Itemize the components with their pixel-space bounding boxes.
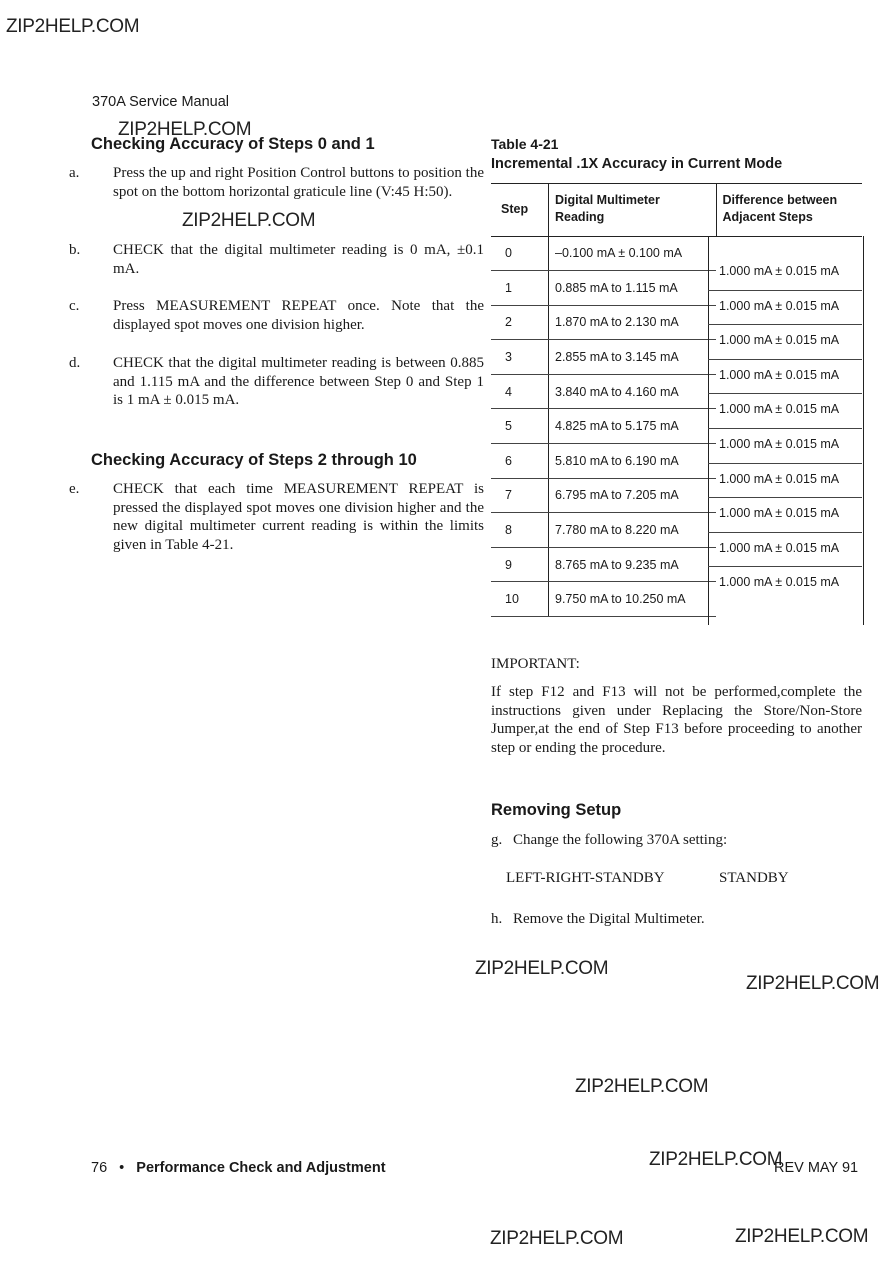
step-c	[69, 297, 484, 334]
watermark: ZIP2HELP.COM	[475, 958, 609, 979]
difference-divider	[708, 324, 862, 325]
header-diff-line1: Difference between	[722, 193, 838, 208]
step-label: a.	[69, 165, 80, 181]
important-text: If step F12 and F13 will not be performed,complete the instructions given under Replacing the Store/Non-Store Jumper,at the end of Step F13 before proceeding to another step or ending the procedure.	[491, 684, 862, 756]
difference-cell: 1.000 mA ± 0.015 mA	[719, 264, 840, 278]
step-d	[69, 354, 484, 410]
step-g	[491, 831, 862, 850]
step-cell: 1	[491, 271, 549, 306]
table-number: Table 4-21	[491, 136, 559, 152]
header-step: Step	[491, 183, 549, 236]
difference-cell: 1.000 mA ± 0.015 mA	[719, 298, 840, 313]
difference-divider	[708, 463, 862, 464]
step-label: g.	[491, 832, 503, 848]
difference-cell: 1.000 mA ± 0.015 mA	[719, 437, 840, 451]
header-diff-line2: Adjacent Steps	[722, 210, 813, 225]
footer-revision: REV MAY 91	[774, 1160, 859, 1176]
watermark: ZIP2HELP.COM	[6, 16, 140, 37]
header-difference	[716, 183, 862, 236]
reading-cell: 4.825 mA to 5.175 mA	[549, 409, 717, 444]
step-text: Press MEASUREMENT REPEAT once. Note that the displayed spot moves one division higher.	[113, 298, 484, 333]
difference-cell: 1.000 mA ± 0.015 mA	[719, 333, 840, 348]
step-text: CHECK that the digital multimeter reading is between 0.885 and 1.115 mA and the difference between Step 0 and Step 1 is 1 mA ± 0.015 mA.	[113, 355, 484, 408]
reading-cell: 9.750 mA to 10.250 mA	[549, 582, 717, 617]
step-cell: 7	[491, 478, 549, 513]
reading-cell: 0.885 mA to 1.115 mA	[549, 271, 717, 306]
difference-cell: 1.000 mA ± 0.015 mA	[719, 540, 840, 555]
difference-divider	[708, 290, 862, 291]
difference-cell: 1.000 mA ± 0.015 mA	[719, 402, 840, 417]
step-e	[69, 480, 484, 554]
footer-bullet: •	[119, 1160, 125, 1176]
watermark: ZIP2HELP.COM	[575, 1076, 709, 1097]
header-dmm-reading	[549, 183, 717, 236]
step-cell: 0	[491, 236, 549, 271]
reading-cell: 5.810 mA to 6.190 mA	[549, 444, 717, 479]
footer-section: Performance Check and Adjustment	[136, 1160, 386, 1176]
removing-setup-heading: Removing Setup	[491, 801, 622, 819]
step-cell: 5	[491, 409, 549, 444]
header-dmm-line1: Digital Multimeter	[555, 193, 660, 208]
step-label: b.	[69, 242, 81, 258]
watermark: ZIP2HELP.COM	[118, 119, 252, 140]
difference-divider	[708, 359, 862, 360]
section-heading-steps-2-10: Checking Accuracy of Steps 2 through 10	[91, 451, 417, 469]
step-cell: 9	[491, 547, 549, 582]
step-text: Change the following 370A setting:	[513, 832, 728, 848]
step-cell: 10	[491, 582, 549, 617]
difference-cell: 1.000 mA ± 0.015 mA	[719, 367, 840, 382]
difference-divider	[708, 393, 862, 394]
step-label: e.	[69, 481, 80, 497]
step-label: c.	[69, 298, 80, 314]
step-text: Press the up and right Position Control buttons to position the spot on the bottom horizontal graticule line (V:45 H:50).	[113, 165, 484, 200]
step-text: CHECK that the digital multimeter reading is 0 mA, ±0.1 mA.	[113, 242, 484, 277]
step-cell: 2	[491, 305, 549, 340]
table-header-row	[491, 183, 862, 236]
section-heading-steps-0-1: Checking Accuracy of Steps 0 and 1	[91, 135, 375, 153]
header-dmm-line2: Reading	[555, 210, 605, 225]
watermark: ZIP2HELP.COM	[182, 210, 316, 231]
setting-name: LEFT-RIGHT-STANDBY	[506, 870, 665, 886]
setting-value: STANDBY	[719, 870, 789, 886]
watermark: ZIP2HELP.COM	[649, 1149, 783, 1170]
reading-cell: 6.795 mA to 7.205 mA	[549, 478, 717, 513]
step-text: CHECK that each time MEASUREMENT REPEAT is pressed the displayed spot moves one division higher and the new digital multimeter current reading is within the limits given in Table 4-21.	[113, 481, 484, 553]
step-a	[69, 164, 484, 201]
difference-cell: 1.000 mA ± 0.015 mA	[719, 471, 840, 486]
difference-divider	[708, 566, 862, 567]
difference-divider	[708, 428, 862, 429]
reading-cell: 7.780 mA to 8.220 mA	[549, 513, 717, 548]
reading-cell: 1.870 mA to 2.130 mA	[549, 305, 717, 340]
table-title: Incremental .1X Accuracy in Current Mode	[491, 156, 783, 172]
page-number: 76	[91, 1160, 108, 1176]
step-label: h.	[491, 911, 503, 927]
footer-left	[91, 1160, 386, 1176]
step-b	[69, 241, 484, 278]
watermark: ZIP2HELP.COM	[746, 973, 880, 994]
reading-cell: 3.840 mA to 4.160 mA	[549, 374, 717, 409]
difference-cell: 1.000 mA ± 0.015 mA	[719, 506, 840, 521]
reading-cell: 8.765 mA to 9.235 mA	[549, 547, 717, 582]
difference-cell: 1.000 mA ± 0.015 mA	[719, 575, 840, 590]
watermark: ZIP2HELP.COM	[735, 1226, 869, 1247]
watermark: ZIP2HELP.COM	[490, 1228, 624, 1249]
step-text: Remove the Digital Multimeter.	[513, 911, 705, 927]
difference-divider	[708, 497, 862, 498]
step-cell: 4	[491, 374, 549, 409]
difference-divider	[708, 532, 862, 533]
step-cell: 8	[491, 513, 549, 548]
reading-cell: 2.855 mA to 3.145 mA	[549, 340, 717, 375]
step-cell: 6	[491, 444, 549, 479]
step-label: d.	[69, 355, 81, 371]
reading-cell: –0.100 mA ± 0.100 mA	[549, 236, 717, 271]
page-header: 370A Service Manual	[92, 94, 230, 110]
important-label: IMPORTANT:	[491, 656, 580, 672]
step-cell: 3	[491, 340, 549, 375]
step-h	[491, 910, 862, 929]
